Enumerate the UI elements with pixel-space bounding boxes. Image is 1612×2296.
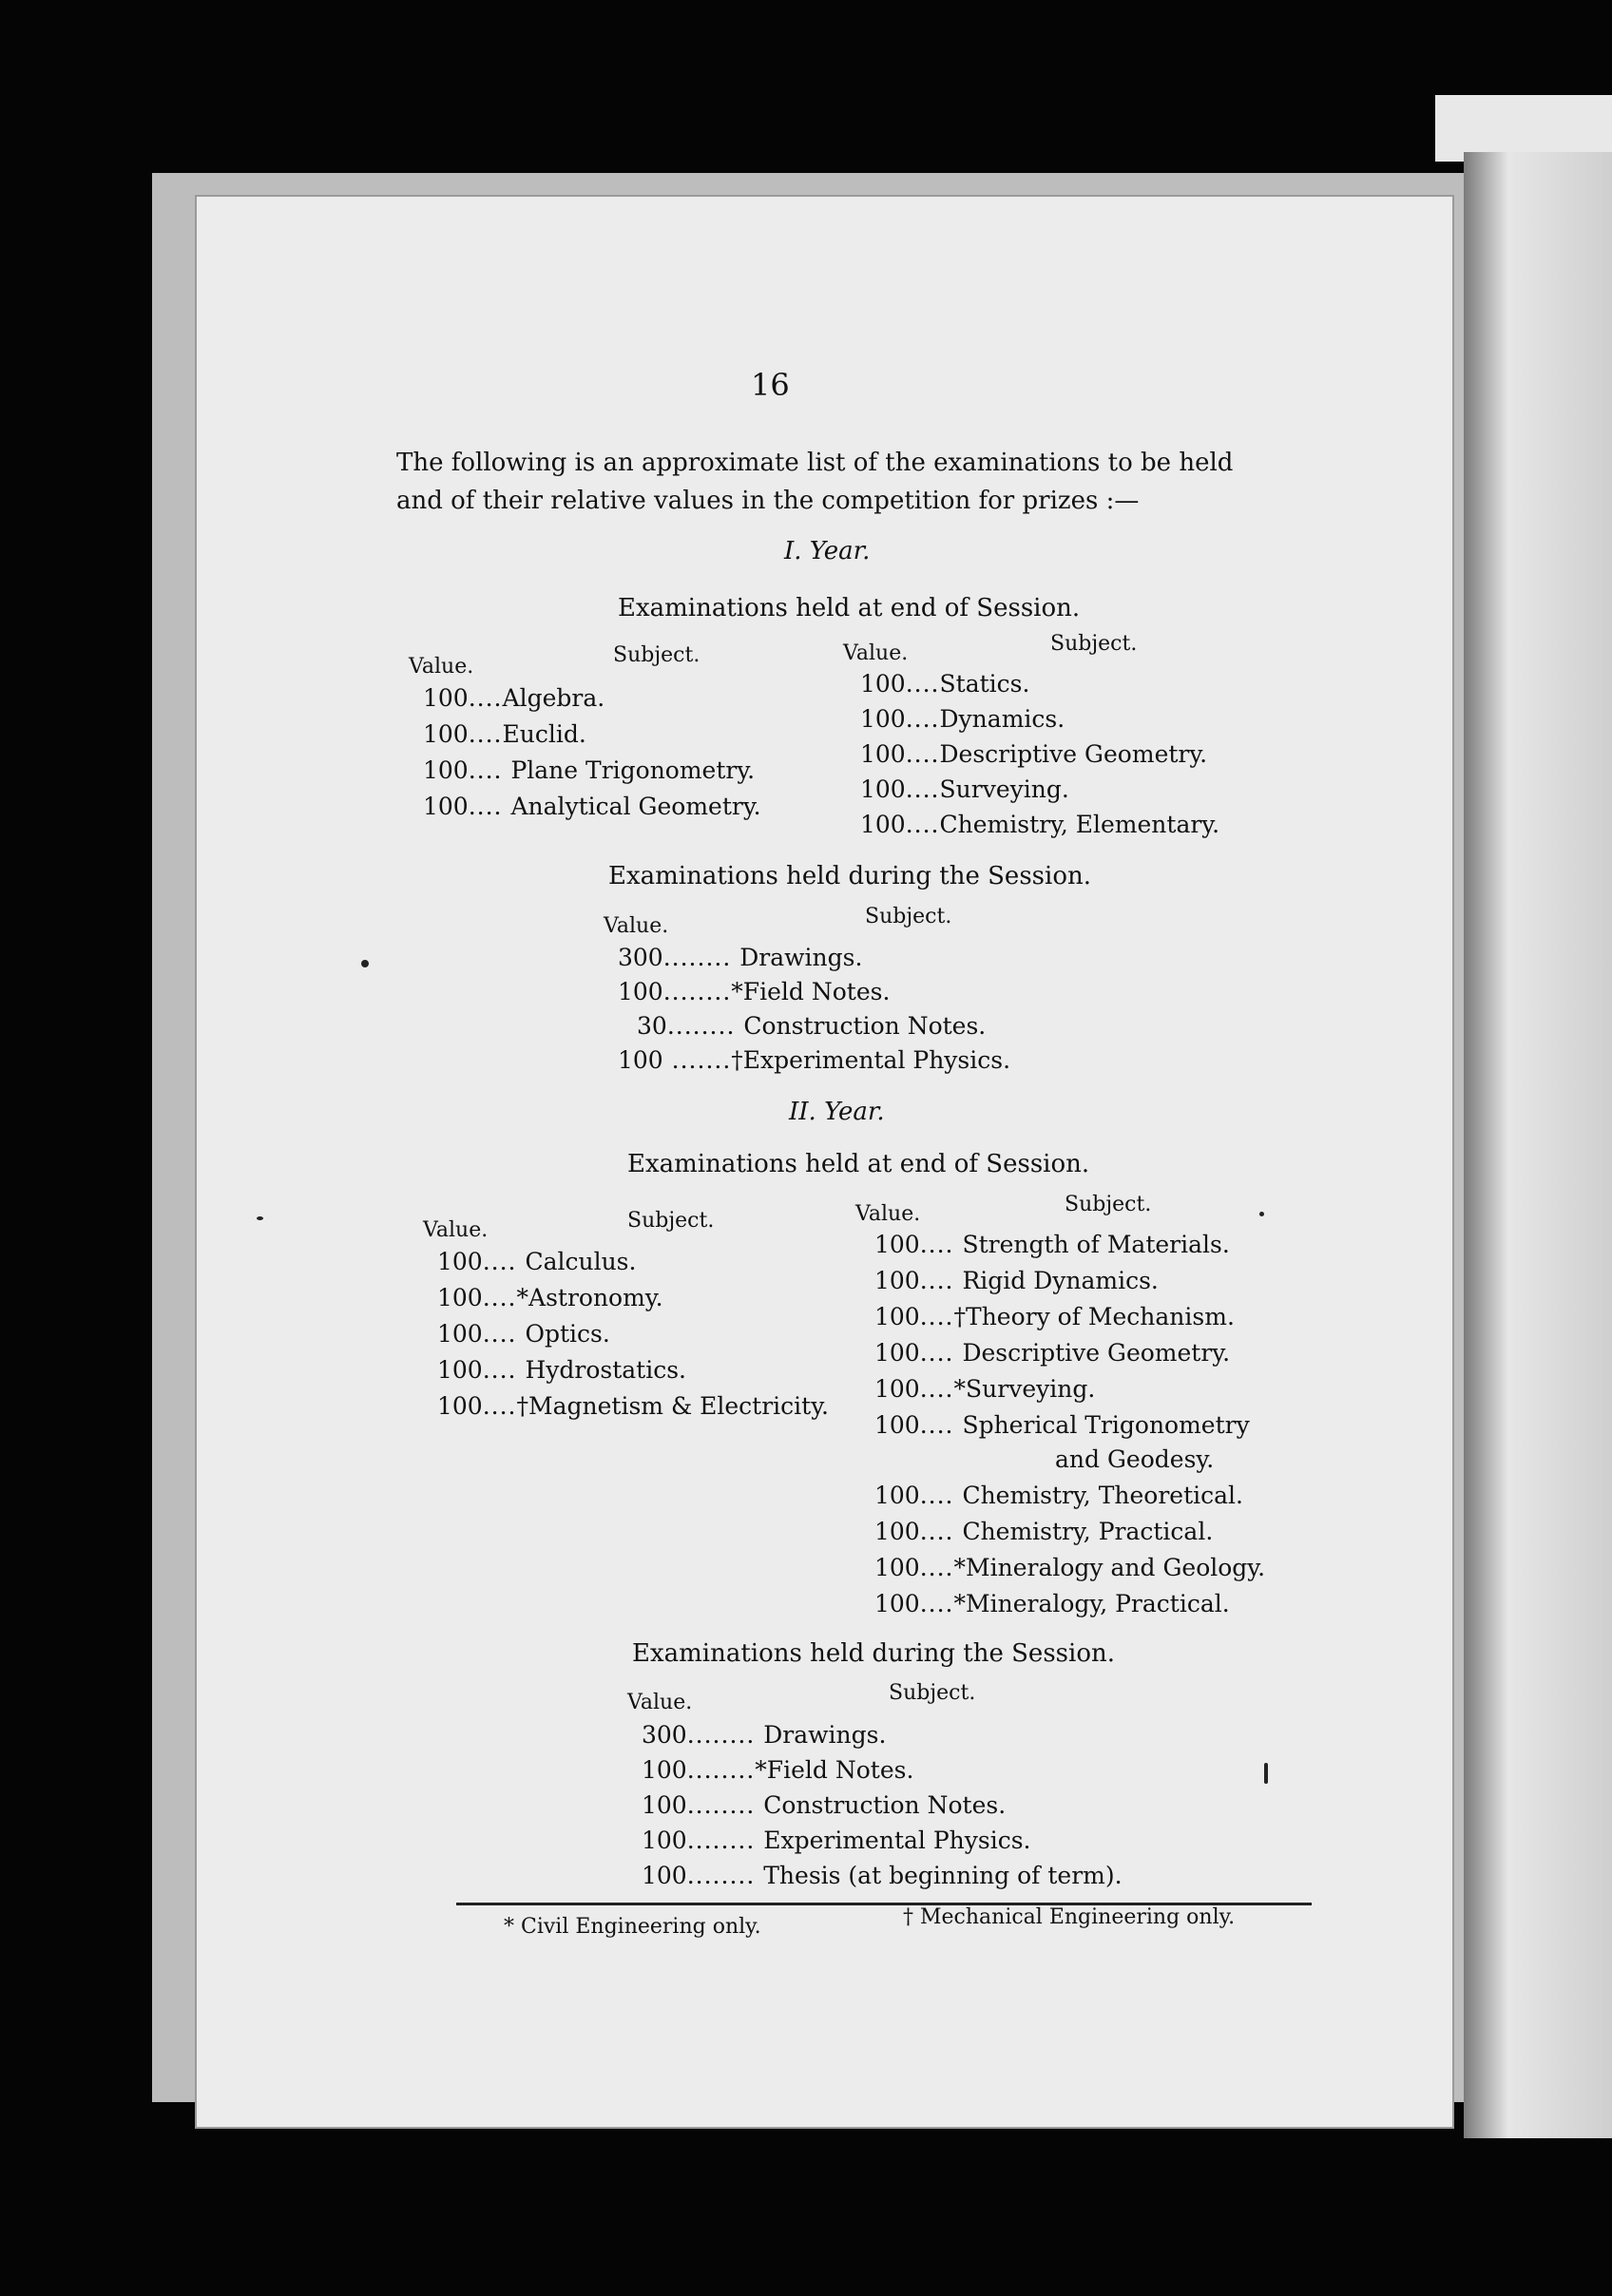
row-value: 100	[874, 1375, 920, 1403]
scan-speck	[361, 960, 369, 967]
row-leader: ....	[919, 1375, 954, 1403]
year-2-end-left-subject-label: Subject.	[627, 1209, 715, 1233]
row-subject: †Experimental Physics.	[731, 1046, 1011, 1074]
intro-paragraph: The following is an approximate list of the examinations to be held and of their relative values in the competition for prizes :—	[396, 449, 1234, 515]
row-leader: ....	[482, 1392, 517, 1420]
year-1-during-row	[618, 978, 890, 1006]
year-2-end-right-row	[874, 1482, 1243, 1510]
year-2-end-right-row	[874, 1339, 1230, 1368]
row-leader: ........	[686, 1756, 756, 1784]
row-value: 100	[860, 775, 906, 803]
row-leader: ....	[919, 1267, 963, 1294]
row-subject: Thesis (at beginning of term).	[763, 1862, 1123, 1889]
year-1-end-right-row	[860, 811, 1219, 839]
row-value: 100	[423, 793, 469, 820]
row-subject: *Surveying.	[953, 1375, 1096, 1403]
year-2-end-right-value-label: Value.	[855, 1202, 921, 1226]
row-subject: Optics.	[525, 1320, 610, 1348]
page-number: 16	[751, 367, 790, 403]
footnote-mechanical: † Mechanical Engineering only.	[903, 1905, 1236, 1929]
year-2-end-left-row	[437, 1356, 686, 1385]
row-value: 100	[437, 1248, 483, 1275]
row-leader: ....	[482, 1356, 526, 1384]
year-2-during-row	[642, 1827, 1031, 1855]
row-value: 100	[642, 1862, 687, 1889]
row-subject: *Field Notes.	[731, 978, 891, 1005]
row-subject: Strength of Materials.	[962, 1231, 1230, 1258]
year-2-end-left-row	[437, 1248, 636, 1276]
row-subject: Drawings.	[739, 944, 863, 971]
row-value: 100	[860, 811, 906, 838]
year-1-during-row	[618, 1046, 1010, 1075]
year-2-end-heading: Examinations held at end of Session.	[627, 1150, 1090, 1178]
document-page	[195, 195, 1454, 2129]
row-leader: ....	[905, 775, 940, 803]
row-value: 100	[642, 1827, 687, 1854]
year-2-end-right-row	[874, 1590, 1230, 1618]
row-leader: ....	[919, 1518, 963, 1545]
row-subject: *Field Notes.	[755, 1756, 914, 1784]
year-2-end-left-row	[437, 1284, 663, 1312]
year-1-during-heading: Examinations held during the Session.	[608, 862, 1091, 890]
row-value: 300	[642, 1721, 687, 1749]
year-2-end-right-row	[874, 1411, 1250, 1440]
row-subject: Rigid Dynamics.	[962, 1267, 1159, 1294]
footnote-civil: * Civil Engineering only.	[504, 1915, 761, 1939]
row-subject: *Astronomy.	[516, 1284, 663, 1311]
row-leader: ....	[919, 1303, 954, 1330]
row-leader: ....	[482, 1284, 517, 1311]
row-subject: Descriptive Geometry.	[962, 1339, 1231, 1367]
row-subject: Plane Trigonometry.	[510, 756, 756, 784]
year-1-end-left-row	[423, 720, 586, 749]
year-2-end-right-row	[874, 1303, 1235, 1331]
year-1-end-left-row	[423, 684, 604, 713]
row-leader: ....	[919, 1482, 963, 1509]
row-subject: †Magnetism & Electricity.	[516, 1392, 829, 1420]
year-2-end-right-subject-label: Subject.	[1065, 1193, 1152, 1216]
row-leader: ....	[919, 1411, 963, 1439]
year-2-end-right-row	[874, 1554, 1265, 1582]
adjacent-page	[1464, 152, 1612, 2138]
year-1-end-right-row	[860, 775, 1069, 804]
row-leader: ....	[482, 1320, 526, 1348]
row-subject: †Theory of Mechanism.	[953, 1303, 1235, 1330]
row-subject: Analytical Geometry.	[510, 793, 761, 820]
row-subject: Chemistry, Practical.	[962, 1518, 1214, 1545]
row-subject: Spherical Trigonometry	[962, 1411, 1250, 1439]
row-subject: Euclid.	[502, 720, 586, 748]
row-leader: ........	[686, 1721, 764, 1749]
scan-speck	[1264, 1763, 1268, 1784]
row-leader: .......	[662, 1046, 732, 1074]
row-leader: ....	[468, 684, 503, 712]
row-subject: Hydrostatics.	[525, 1356, 686, 1384]
year-2-during-row	[642, 1862, 1123, 1890]
row-leader: ........	[666, 1012, 744, 1040]
year-2-end-left-value-label: Value.	[423, 1218, 489, 1242]
year-2-during-row	[642, 1756, 913, 1785]
row-leader: ....	[468, 720, 503, 748]
year-1-during-value-label: Value.	[604, 914, 669, 938]
row-value: 100	[642, 1791, 687, 1819]
row-value: 100	[618, 978, 663, 1005]
row-value: 100	[874, 1411, 920, 1439]
row-subject: Experimental Physics.	[763, 1827, 1031, 1854]
year-2-title: II. Year.	[789, 1098, 885, 1126]
row-leader: ........	[686, 1791, 764, 1819]
row-subject: Construction Notes.	[743, 1012, 987, 1040]
row-value: 100	[423, 684, 469, 712]
row-leader: ....	[919, 1554, 954, 1581]
year-1-during-row	[637, 1012, 986, 1041]
year-2-end-right-row	[874, 1518, 1213, 1546]
row-value: 100	[874, 1267, 920, 1294]
year-1-end-left-value-label: Value.	[409, 655, 474, 679]
row-leader: ....	[482, 1248, 526, 1275]
row-value: 100	[437, 1356, 483, 1384]
row-leader: ........	[686, 1862, 764, 1889]
year-1-end-right-value-label: Value.	[843, 641, 909, 665]
row-value: 100	[437, 1320, 483, 1348]
year-2-end-left-row	[437, 1392, 829, 1421]
row-value: 100	[437, 1284, 483, 1311]
row-value: 100	[860, 670, 906, 698]
year-1-end-left-row	[423, 756, 755, 785]
row-value: 30	[637, 1012, 667, 1040]
row-value: 100	[874, 1339, 920, 1367]
year-1-title: I. Year.	[784, 537, 871, 565]
year-1-end-left-subject-label: Subject.	[613, 643, 700, 667]
row-subject: Dynamics.	[939, 705, 1065, 733]
row-subject: *Mineralogy and Geology.	[953, 1554, 1266, 1581]
row-value: 100	[423, 720, 469, 748]
row-leader: ....	[468, 793, 511, 820]
row-leader: ....	[905, 705, 940, 733]
year-2-during-row	[642, 1721, 886, 1750]
row-leader: ....	[905, 670, 940, 698]
row-subject: Construction Notes.	[763, 1791, 1007, 1819]
row-value: 100	[874, 1482, 920, 1509]
row-value: 100	[874, 1303, 920, 1330]
year-2-end-right-row	[874, 1267, 1159, 1295]
row-value: 100	[874, 1518, 920, 1545]
row-leader: ....	[919, 1339, 963, 1367]
year-1-end-right-subject-label: Subject.	[1050, 632, 1138, 656]
year-2-during-row	[642, 1791, 1006, 1820]
year-2-end-left-row	[437, 1320, 610, 1349]
row-subject: Calculus.	[525, 1248, 637, 1275]
year-1-end-right-row	[860, 705, 1065, 734]
scan-speck	[1259, 1212, 1264, 1216]
year-1-during-subject-label: Subject.	[865, 905, 952, 928]
row-leader: ....	[919, 1231, 963, 1258]
year-2-during-value-label: Value.	[627, 1691, 693, 1714]
row-leader: ........	[686, 1827, 764, 1854]
row-subject: Statics.	[939, 670, 1030, 698]
year-2-during-heading: Examinations held during the Session.	[632, 1639, 1115, 1668]
year-1-end-heading: Examinations held at end of Session.	[618, 594, 1081, 622]
row-subject: Surveying.	[939, 775, 1069, 803]
row-value: 100	[874, 1554, 920, 1581]
row-value: 100	[874, 1231, 920, 1258]
year-2-end-right-row-continuation: and Geodesy.	[1055, 1445, 1215, 1473]
row-subject: *Mineralogy, Practical.	[953, 1590, 1230, 1617]
row-leader: ........	[662, 944, 740, 971]
row-leader: ....	[905, 740, 940, 768]
row-value: 300	[618, 944, 663, 971]
row-value: 100	[437, 1392, 483, 1420]
row-value: 100	[423, 756, 469, 784]
row-value: 100	[874, 1590, 920, 1617]
row-subject: Descriptive Geometry.	[939, 740, 1208, 768]
row-leader: ....	[905, 811, 940, 838]
year-1-end-right-row	[860, 740, 1207, 769]
year-1-end-right-row	[860, 670, 1029, 698]
row-leader: ........	[662, 978, 732, 1005]
year-2-end-right-row	[874, 1231, 1230, 1259]
row-value: 100	[618, 1046, 663, 1074]
scan-speck	[257, 1216, 263, 1220]
row-subject: Chemistry, Theoretical.	[962, 1482, 1243, 1509]
year-2-during-subject-label: Subject.	[889, 1681, 976, 1705]
row-value: 100	[860, 705, 906, 733]
row-subject: Algebra.	[502, 684, 605, 712]
row-subject: Chemistry, Elementary.	[939, 811, 1220, 838]
row-value: 100	[860, 740, 906, 768]
row-leader: ....	[468, 756, 511, 784]
row-value: 100	[642, 1756, 687, 1784]
year-1-end-left-row	[423, 793, 761, 821]
row-subject: Drawings.	[763, 1721, 887, 1749]
year-2-end-right-row	[874, 1375, 1095, 1404]
year-1-during-row	[618, 944, 862, 972]
row-leader: ....	[919, 1590, 954, 1617]
